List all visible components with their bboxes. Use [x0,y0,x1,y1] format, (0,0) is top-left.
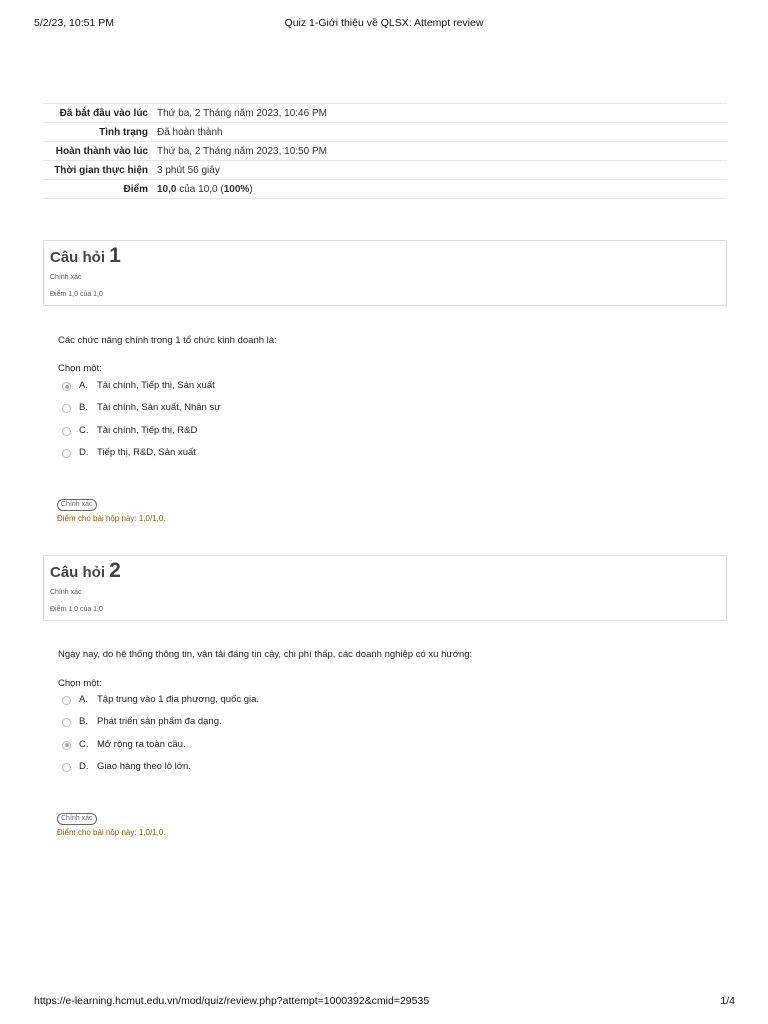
radio-icon[interactable] [62,404,71,413]
question-1-info [43,240,727,306]
summary-label: Tình trạng [99,127,148,138]
option-letter: D. [79,760,89,772]
question-label: Câu hỏi [50,564,105,581]
question-2-outcome: Điểm cho bài nộp này: 1,0/1,0. [57,828,166,837]
option-text: Tập trung vào 1 địa phương, quốc gia. [97,694,260,705]
summary-label: Điểm [123,184,148,195]
question-2-info [43,555,727,621]
option-text: Tài chính, Sản xuất, Nhân sự [97,402,221,414]
summary-row-started [43,104,727,123]
summary-label: Thời gian thực hiện [54,165,148,176]
answer-option-c[interactable] [62,739,462,761]
print-datetime: 5/2/23, 10:51 PM [34,17,114,29]
question-1-answers [62,380,462,469]
question-state: Chính xác [50,589,82,596]
question-2-text: Ngày nay, do hệ thống thông tin, vận tải đáng tin cậy, chi phí thấp, các doanh nghiệp có xu hướng: [58,649,473,660]
radio-icon[interactable] [62,696,71,705]
question-state: Chính xác [50,274,82,281]
summary-value [157,180,727,199]
option-letter: C. [79,424,89,436]
question-number: 1 [109,244,121,267]
grade-percent: 100% [223,184,250,195]
grade-of: của 10,0 ( [176,184,224,195]
summary-value: Thứ ba, 2 Tháng năm 2023, 10:50 PM [157,146,327,157]
question-number: 2 [109,559,121,582]
answer-option-a[interactable] [62,380,462,402]
answer-option-a[interactable] [62,694,462,716]
option-letter: A. [79,380,88,391]
option-letter: D. [79,446,89,458]
summary-label: Hoàn thành vào lúc [55,146,148,157]
print-url: https://e-learning.hcmut.edu.vn/mod/quiz/review.php?attempt=1000392&cmid=29535 [34,995,430,1007]
option-text: Tiếp thị, R&D, Sản xuất [97,446,196,458]
attempt-summary-table [43,103,727,199]
answer-option-d[interactable] [62,447,462,469]
radio-icon[interactable] [62,449,71,458]
question-label: Câu hỏi [50,249,105,266]
option-text: Giao hàng theo lô lớn. [97,760,191,772]
question-title [50,244,121,268]
question-title [50,559,121,583]
question-2-prompt: Chọn một: [58,678,102,689]
question-grade: Điểm 1,0 của 1,0 [50,291,103,298]
radio-icon[interactable] [62,718,71,727]
question-1-outcome: Điểm cho bài nộp này: 1,0/1,0. [57,514,166,523]
summary-label: Đã bắt đầu vào lúc [59,108,148,119]
option-text: Phát triển sản phẩm đa dạng. [97,716,222,728]
summary-value: Đã hoàn thành [157,127,223,138]
option-letter: B. [79,402,88,414]
correct-badge: Chính xác [57,499,97,511]
summary-row-state [43,123,727,142]
radio-selected-icon[interactable] [62,741,71,750]
print-page-number: 1/4 [720,995,735,1007]
question-1-text: Các chức năng chính trong 1 tổ chức kinh doanh là: [58,335,277,346]
summary-row-completed [43,142,727,161]
summary-row-time-taken [43,161,727,180]
summary-value: Thứ ba, 2 Tháng năm 2023, 10:46 PM [157,108,327,119]
answer-option-d[interactable] [62,761,462,783]
grade-score: 10,0 [157,184,177,195]
option-text: Mở rộng ra toàn cầu. [97,738,186,750]
correct-badge: Chính xác [57,813,97,825]
option-letter: A. [79,694,88,705]
print-page-title: Quiz 1-Giới thiệu về QLSX: Attempt review [284,17,484,29]
answer-option-b[interactable] [62,716,462,738]
option-letter: C. [79,738,89,750]
question-1-prompt: Chọn một: [58,363,102,374]
radio-icon[interactable] [62,763,71,772]
option-text: Tài chính, Tiếp thị, Sản xuất [97,380,215,391]
grade-close: ) [249,184,253,195]
answer-option-c[interactable] [62,425,462,447]
radio-icon[interactable] [62,427,71,436]
question-grade: Điểm 1,0 của 1,0 [50,606,103,613]
summary-value: 3 phút 56 giây [157,165,220,176]
radio-selected-icon[interactable] [62,382,71,391]
option-text: Tài chính, Tiếp thị, R&D [97,424,198,436]
answer-option-b[interactable] [62,402,462,424]
question-2-answers [62,694,462,783]
summary-row-grade [43,180,727,199]
option-letter: B. [79,716,88,728]
